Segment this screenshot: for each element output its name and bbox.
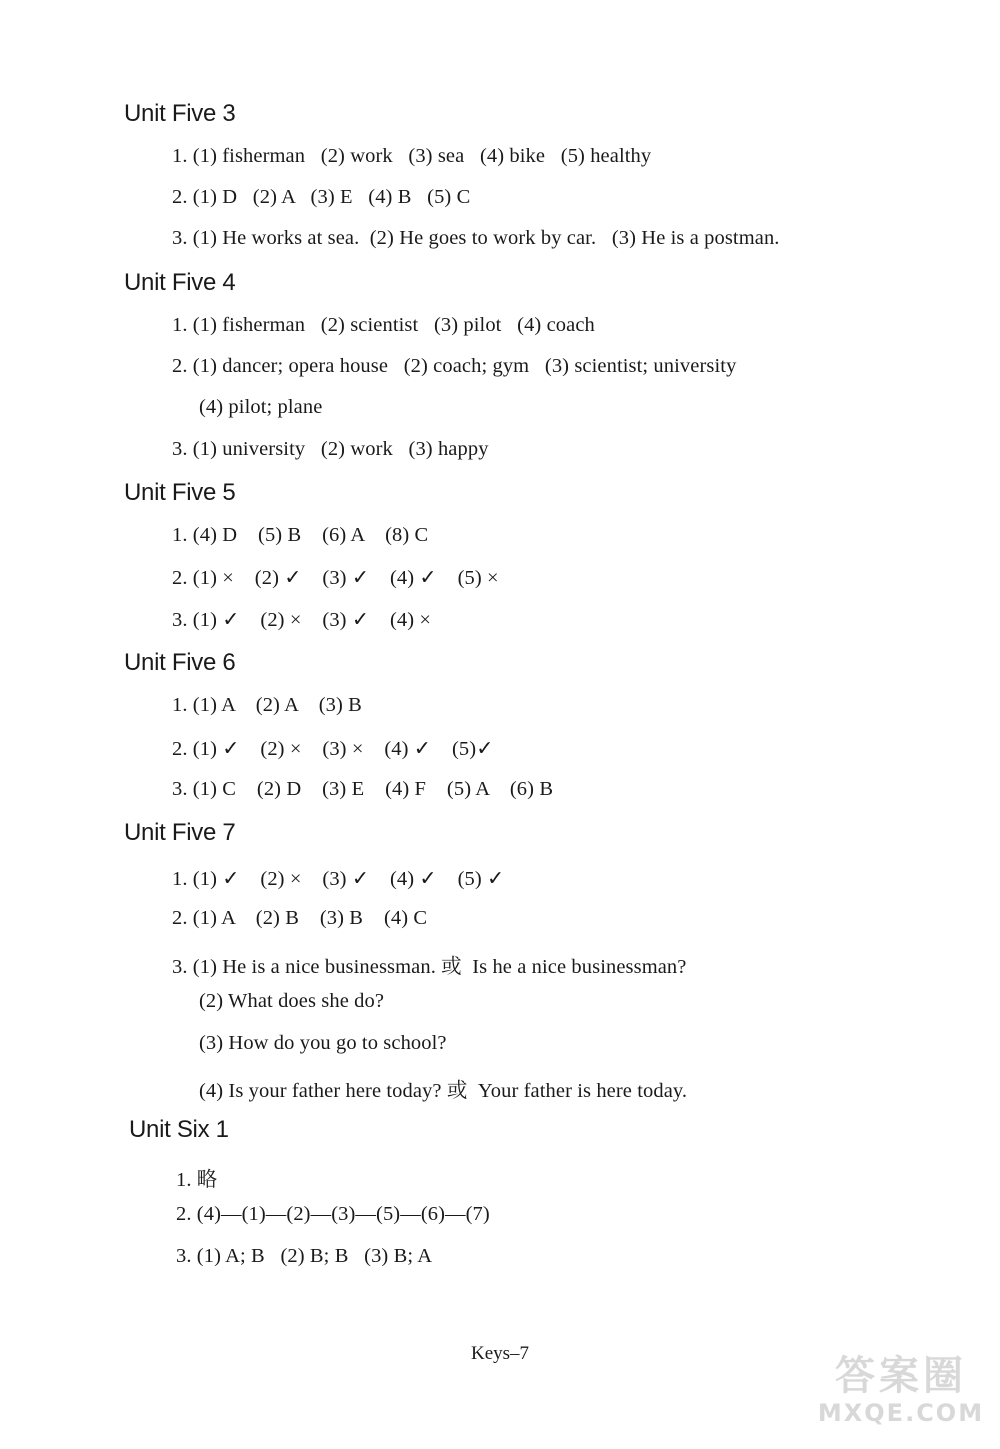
answer-line: 2. (1) dancer; opera house (2) coach; gym (3) scientist; university (172, 355, 737, 377)
watermark-text: 答案圈 (835, 1353, 967, 1399)
answer-line: 1. 略 (176, 1169, 218, 1191)
unit-heading: Unit Five 5 (124, 479, 236, 506)
answer-line: 3. (1) university (2) work (3) happy (172, 438, 489, 460)
answer-line: (2) What does she do? (199, 990, 385, 1012)
answer-line: 2. (4)—(1)—(2)—(3)—(5)—(6)—(7) (176, 1203, 490, 1225)
unit-heading: Unit Five 7 (124, 819, 236, 846)
answer-line: 1. (1) fisherman (2) scientist (3) pilot (4) coach (172, 314, 595, 336)
answer-line: 1. (1) A (2) A (3) B (172, 694, 362, 716)
unit-heading: Unit Five 6 (124, 649, 236, 676)
unit-heading: Unit Five 4 (124, 269, 236, 296)
answer-line: 1. (4) D (5) B (6) A (8) C (172, 524, 429, 546)
answer-line: 2. (1) A (2) B (3) B (4) C (172, 907, 428, 929)
answer-line: 3. (1) He is a nice businessman. 或 Is he a nice businessman? (172, 956, 687, 978)
answer-line: 2. (1) × (2) ✓ (3) ✓ (4) ✓ (5) × (172, 567, 499, 589)
answer-line: 3. (1) He works at sea. (2) He goes to work by car. (3) He is a postman. (172, 227, 780, 249)
unit-heading: Unit Six 1 (129, 1116, 229, 1143)
page-footer: Keys–7 (470, 1343, 530, 1364)
answer-line: 1. (1) ✓ (2) × (3) ✓ (4) ✓ (5) ✓ (172, 868, 505, 890)
answer-line: 3. (1) A; B (2) B; B (3) B; A (176, 1245, 433, 1267)
answer-line: 3. (1) ✓ (2) × (3) ✓ (4) × (172, 609, 432, 631)
answer-line: (3) How do you go to school? (199, 1032, 447, 1054)
answer-line: 3. (1) C (2) D (3) E (4) F (5) A (6) B (172, 778, 554, 800)
watermark-logo (816, 1353, 986, 1441)
answer-line: 1. (1) fisherman (2) work (3) sea (4) bike (5) healthy (172, 145, 652, 167)
answer-line: (4) Is your father here today? 或 Your father is here today. (199, 1080, 688, 1102)
answer-line: (4) pilot; plane (199, 396, 323, 418)
unit-heading: Unit Five 3 (124, 100, 236, 127)
watermark-url: MXQE.COM (817, 1399, 985, 1427)
answer-line: 2. (1) ✓ (2) × (3) × (4) ✓ (5)✓ (172, 738, 494, 760)
answer-line: 2. (1) D (2) A (3) E (4) B (5) C (172, 186, 471, 208)
